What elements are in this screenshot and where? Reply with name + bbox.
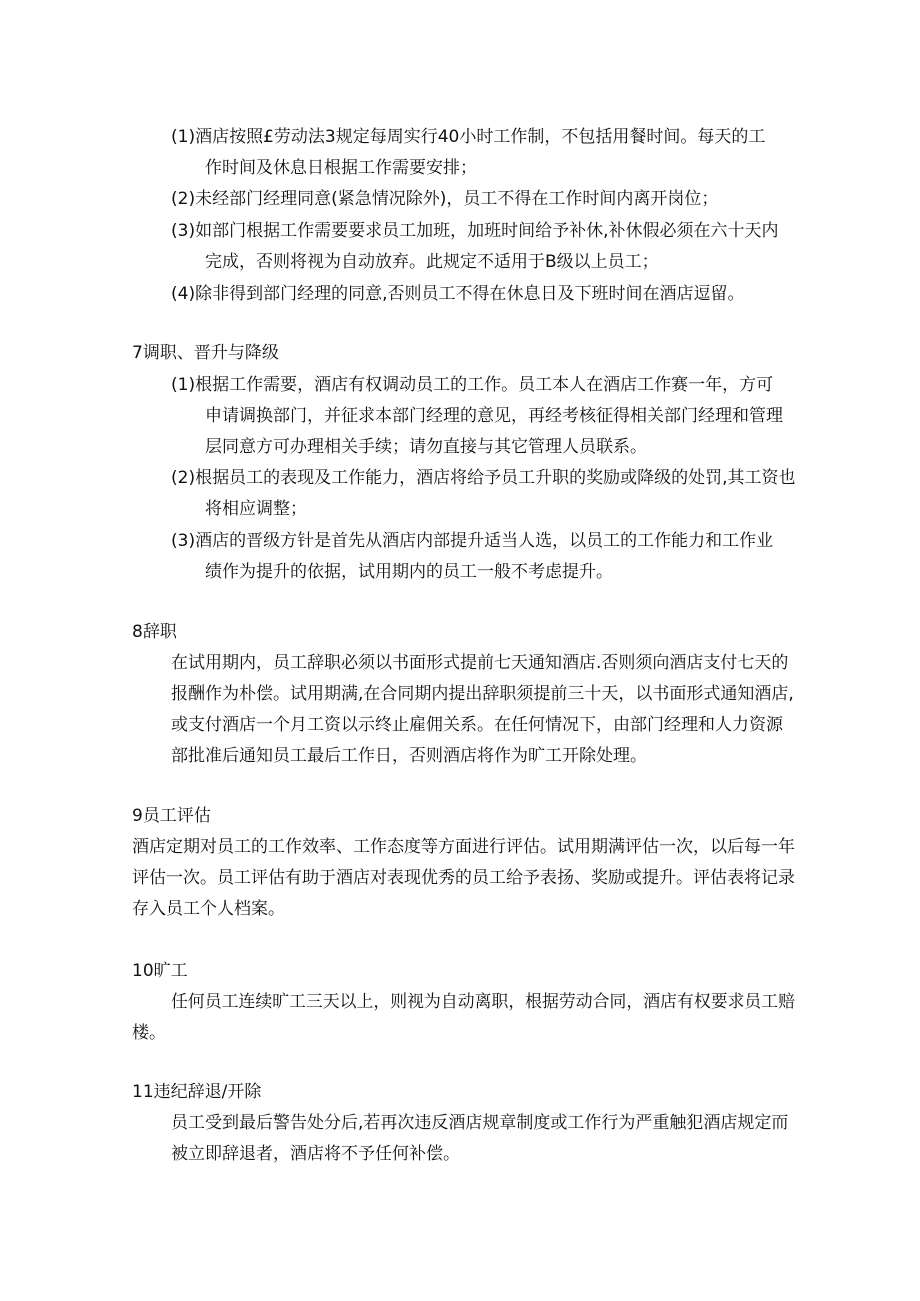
transfer-item-3-line-2: 绩作为提升的依据，试用期内的员工一般不考虑提升。 [205,562,613,582]
work-hours-item-4-line-1: (4)除非得到部门经理的同意,否则员工不得在休息日及下班时间在酒店逗留。 [171,284,745,304]
resignation-line-2: 报酬作为朴偿。试用期满,在合同期内提出辞职须提前三十天，以书面形式通知酒店, [171,684,794,704]
resignation-line-1: 在试用期内，员工辞职必须以书面形式提前七天通知酒店.否则须向酒店支付七天的 [171,653,789,673]
transfer-item-1-line-1: (1)根据工作需要，酒店有权调动员工的工作。员工本人在酒店工作赛一年，方可 [171,375,774,395]
evaluation-line-1: 酒店定期对员工的工作效率、工作态度等方面进行评估。试用期满评估一次，以后每一年 [132,837,795,857]
dismissal-line-2: 被立即辞退者，酒店将不予任何补偿。 [171,1144,460,1164]
dismissal-line-1: 员工受到最后警告处分后,若再次违反酒店规章制度或工作行为严重触犯酒店规定而 [171,1113,789,1133]
evaluation-line-2: 评估一次。员工评估有助于酒店对表现优秀的员工给予表扬、奖励或提升。评估表将记录 [132,868,795,888]
work-hours-item-1-line-1: (1)酒店按照£劳动法3规定每周实行40小时工作制，不包括用餐时间。每天的工 [171,127,766,147]
resignation-line-4: 部批准后通知员工最后工作日，否则酒店将作为旷工开除处理。 [171,746,647,766]
absenteeism-line-1: 任何员工连续旷工三天以上，则视为自动离职，根据劳动合同，酒店有权要求员工赔 [171,992,796,1012]
work-hours-item-1-line-2: 作时间及休息日根据工作需要安排； [205,158,477,178]
transfer-item-1-line-3: 层同意方可办理相关手续；请勿直接与其它管理人员联系。 [205,437,647,457]
absenteeism-line-2: 楼。 [132,1023,166,1043]
transfer-item-2-line-2: 将相应调整； [205,499,307,519]
resignation-line-3: 或支付酒店一个月工资以示终止雇佣关系。在任何情况下，由部门经理和人力资源 [171,715,783,735]
transfer-item-2-line-1: (2)根据员工的表现及工作能力，酒店将给予员工升职的奖励或降级的处罚,其工资也 [171,468,796,488]
work-hours-item-2-line-1: (2)未经部门经理同意(紧急情况除外)，员工不得在工作时间内离开岗位； [171,189,719,209]
section-8-heading: 8辞职 [132,622,177,642]
transfer-item-3-line-1: (3)酒店的晋级方针是首先从酒店内部提升适当人选，以员工的工作能力和工作业 [171,531,774,551]
section-10-heading: 10旷工 [132,961,188,981]
section-7-heading: 7调职、晋升与降级 [132,343,279,363]
transfer-item-1-line-2: 申请调换部门，并征求本部门经理的意见，再经考核征得相关部门经理和管理 [205,406,783,426]
work-hours-item-3-line-1: (3)如部门根据工作需要要求员工加班，加班时间给予补休,补休假必须在六十天内 [171,221,779,241]
work-hours-item-3-line-2: 完成，否则将视为自动放弃。此规定不适用于B级以上员工； [205,252,659,272]
evaluation-line-3: 存入员工个人档案。 [132,899,285,919]
section-11-heading: 11违纪辞退/开除 [132,1082,262,1102]
section-9-heading: 9员工评估 [132,806,211,826]
